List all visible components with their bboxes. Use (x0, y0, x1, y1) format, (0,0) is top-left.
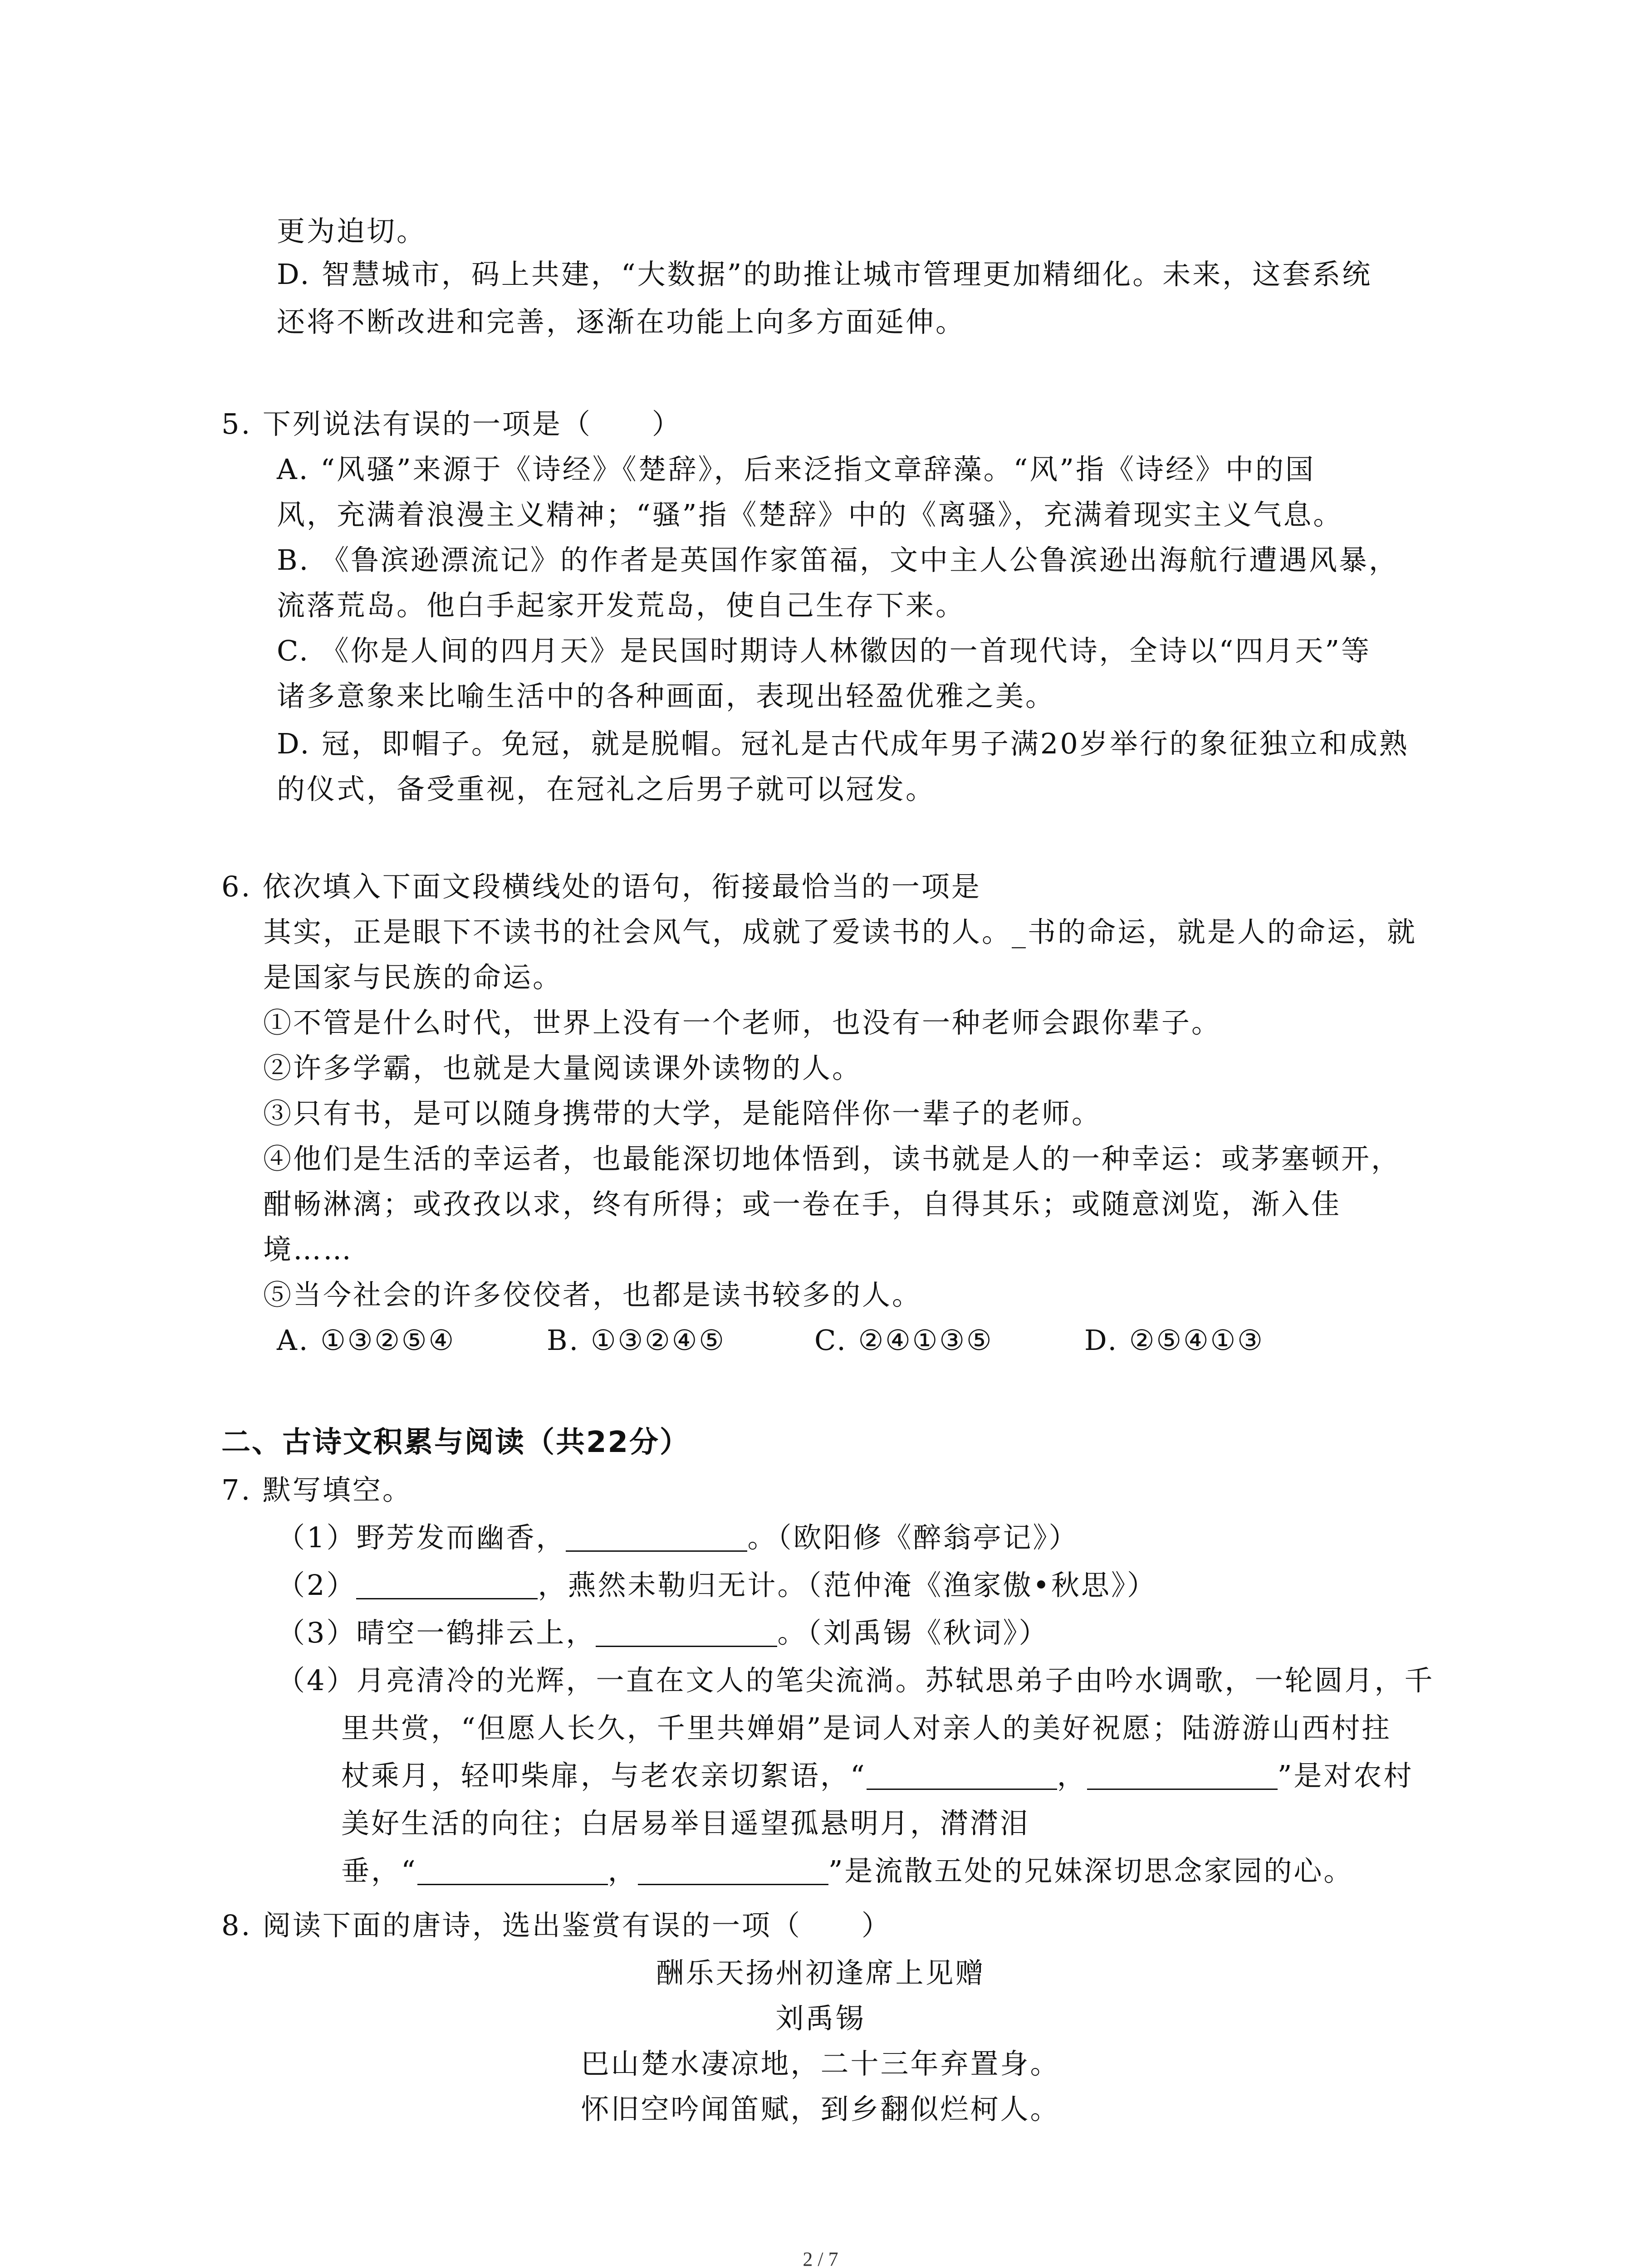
q7-item-4-line3-comma: ， (1057, 1759, 1087, 1792)
q7-item-4-line3-suffix: ”是对农村 (1277, 1759, 1414, 1792)
q6-option-c: C. ②④①③⑤ (814, 1324, 994, 1357)
q7-item-4-line3-prefix: 杖乘月，轻叩柴扉，与老农亲切絮语，“ (341, 1759, 867, 1792)
q7-item-1-blank[interactable] (566, 1524, 747, 1552)
q7-item-2-source: ，燕然未勒归无计。（范仲淹《渔家傲•秋思》） (538, 1569, 1157, 1602)
q5-option-a-line1: A. “风骚”来源于《诗经》《楚辞》，后来泛指文章辞藻。“风”指《诗经》中的国 (277, 453, 1315, 486)
section2-heading: 二、古诗文积累与阅读（共22分） (221, 1426, 691, 1459)
q8-stem: 8. 阅读下面的唐诗，选出鉴赏有误的一项（ ） (221, 1909, 892, 1942)
q6-option-a: A. ①③②⑤④ (277, 1324, 456, 1357)
q6-passage-line2: 是国家与民族的命运。 (263, 961, 563, 994)
q6-sentence-4-line1: ④他们是生活的幸运者，也最能深切地体悟到，读书就是人的一种幸运：或茅塞顿开， (263, 1142, 1401, 1175)
q6-stem: 6. 依次填入下面文段横线处的语句，衔接最恰当的一项是 (221, 870, 981, 903)
q7-item-1-source: 。（欧阳修《醉翁亭记》） (747, 1521, 1079, 1554)
q6-sentence-1: ①不管是什么时代，世界上没有一个老师，也没有一种老师会跟你辈子。 (263, 1006, 1222, 1039)
q7-item-4-line1 (277, 1662, 1434, 1699)
q6-passage-line1: 其实，正是眼下不读书的社会风气，成就了爱读书的人。_书的命运，就是人的命运，就 (263, 915, 1417, 948)
poem-title: 酬乐天扬州初逢席上见赠 (656, 1956, 985, 1989)
q7-item-3 (277, 1615, 1048, 1651)
q7-item-3-number: （3） (277, 1616, 357, 1649)
q6-option-b: B. ①③②④⑤ (547, 1324, 726, 1357)
q5-option-c-line1: C. 《你是人间的四月天》是民国时期诗人林徽因的一首现代诗，全诗以“四月天”等 (277, 634, 1372, 667)
q7-item-4-line4: 美好生活的向往；白居易举目遥望孤悬明月，潸潸泪 (341, 1807, 1030, 1840)
q7-item-2-blank[interactable] (356, 1572, 538, 1599)
q7-item-1 (277, 1520, 1078, 1556)
q6-sentence-3: ③只有书，是可以随身携带的大学，是能陪伴你一辈子的老师。 (263, 1097, 1102, 1130)
q6-sentence-4-line3: 境…… (263, 1233, 353, 1266)
q5-option-b-line1: B. 《鲁滨逊漂流记》的作者是英国作家笛福，文中主人公鲁滨逊出海航行遭遇风暴， (277, 543, 1399, 577)
q7-stem: 7. 默写填空。 (221, 1473, 412, 1506)
poem-line-2: 怀旧空吟闻笛赋，到乡翻似烂柯人。 (581, 2092, 1060, 2126)
q5-option-d-line1: D. 冠，即帽子。免冠，就是脱帽。冠礼是古代成年男子满20岁举行的象征独立和成熟 (277, 727, 1409, 760)
q5-option-c-line2: 诸多意象来比喻生活中的各种画面，表现出轻盈优雅之美。 (277, 679, 1056, 713)
q7-item-4-line3 (341, 1758, 1413, 1794)
q7-item-4-line2: 里共赏，“但愿人长久，千里共婵娟”是词人对亲人的美好祝愿；陆游游山西村拄 (341, 1711, 1392, 1745)
q7-item-1-prefix: 野芳发而幽香， (356, 1521, 566, 1554)
q5-option-b-line2: 流落荒岛。他白手起家开发荒岛，使自己生存下来。 (277, 589, 966, 622)
q7-item-4-blank-c[interactable] (417, 1857, 608, 1885)
q6-sentence-2: ②许多学霸，也就是大量阅读课外读物的人。 (263, 1051, 862, 1085)
q5-stem: 5. 下列说法有误的一项是（ ） (221, 407, 682, 440)
q4-option-d-line1: D. 智慧城市，码上共建，“大数据”的助推让城市管理更加精细化。未来，这套系统 (277, 258, 1372, 291)
poem-author: 刘禹锡 (775, 2002, 866, 2035)
q7-item-2 (277, 1567, 1157, 1603)
page-number: 2 / 7 (803, 2248, 838, 2268)
q7-item-2-number: （2） (277, 1569, 357, 1602)
q7-item-3-source: 。（刘禹锡《秋词》） (777, 1616, 1049, 1649)
poem-line-1: 巴山楚水凄凉地，二十三年弃置身。 (581, 2047, 1060, 2080)
q4-c-tail: 更为迫切。 (277, 215, 427, 248)
q7-item-4-blank-a[interactable] (867, 1762, 1057, 1790)
q6-sentence-5: ⑤当今社会的许多佼佼者，也都是读书较多的人。 (263, 1278, 922, 1311)
q7-item-4-line5-comma: ， (607, 1854, 638, 1887)
q7-item-3-prefix: 晴空一鹤排云上， (356, 1616, 596, 1649)
q6-option-d: D. ②⑤④①③ (1084, 1324, 1264, 1357)
q7-item-4-line5 (341, 1853, 1353, 1889)
q5-option-a-line2: 风，充满着浪漫主义精神；“骚”指《楚辞》中的《离骚》，充满着现实主义气息。 (277, 498, 1343, 531)
q5-option-d-line2: 的仪式，备受重视，在冠礼之后男子就可以冠发。 (277, 772, 936, 806)
q7-item-4-number: （4） (277, 1664, 357, 1697)
q4-option-d-line2: 还将不断改进和完善，逐渐在功能上向多方面延伸。 (277, 305, 966, 338)
q7-item-4-line5-suffix: ”是流散五处的兄妹深切思念家园的心。 (828, 1854, 1354, 1887)
q7-item-4-line5-prefix: 垂，“ (341, 1854, 417, 1887)
q7-item-4-blank-d[interactable] (638, 1857, 828, 1885)
q7-item-4-text1: 月亮清冷的光辉，一直在文人的笔尖流淌。苏轼思弟子由吟水调歌，一轮圆月，千 (356, 1664, 1435, 1697)
q7-item-1-number: （1） (277, 1521, 357, 1554)
q6-sentence-4-line2: 酣畅淋漓；或孜孜以求，终有所得；或一卷在手，自得其乐；或随意浏览，渐入佳 (263, 1188, 1342, 1221)
q7-item-4-blank-b[interactable] (1087, 1762, 1278, 1790)
q7-item-3-blank[interactable] (596, 1619, 777, 1647)
